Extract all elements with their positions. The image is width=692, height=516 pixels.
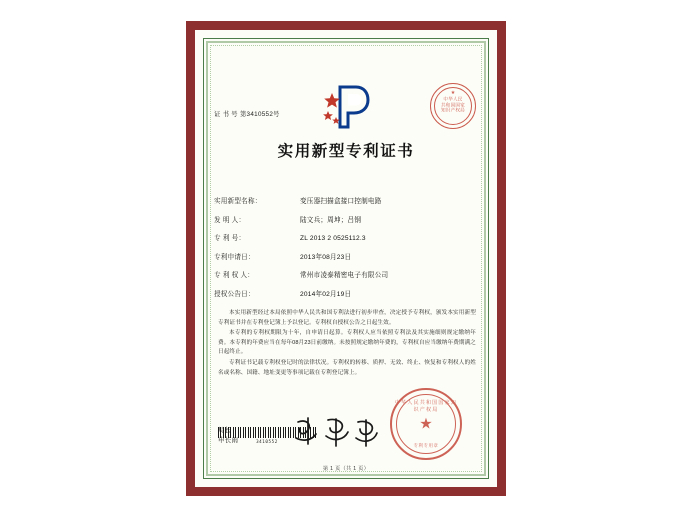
seal-arc-top-text: 中华人民共和国国家知识产权局 [394, 400, 457, 413]
certificate-content [212, 47, 480, 472]
issuing-authority-stamp [430, 83, 476, 129]
page-indicator: 第 1 页（共 1 页） [322, 466, 370, 472]
field-row [214, 216, 478, 225]
seal-arc-bottom-text: 专利专用章 [413, 444, 439, 449]
body-paragraph: 本专利的专利权期限为十年，自申请日起算。专利权人应当依照专利法及其实施细则规定缴纳年费。本专利的年费应当在每年08月23日前缴纳。未按照规定缴纳年费的，专利权自应当缴纳年费期满之日起终止。 [218, 330, 476, 356]
stamp-star-icon: ★ [450, 90, 456, 96]
director-name: 申长雨 [218, 437, 239, 444]
field-value: ZL 2013 2 0525112.3 [300, 235, 366, 242]
field-value: 2013年08月23日 [300, 253, 352, 261]
director-label: 局长 [218, 427, 232, 434]
handwritten-signature [292, 416, 380, 450]
certificate-body-text [218, 309, 476, 379]
seal-star-icon: ★ [419, 415, 433, 433]
signature-labels [218, 426, 238, 446]
field-label: 专利申请日： [214, 253, 255, 261]
patent-certificate-document [186, 21, 506, 496]
field-label: 实用新型名称： [214, 198, 262, 205]
field-label: 专 利 权 人： [214, 272, 255, 279]
field-row [214, 290, 478, 299]
field-row [214, 234, 478, 243]
field-list [214, 197, 478, 308]
patent-office-emblem-icon [320, 83, 372, 131]
certificate-paper [195, 30, 497, 487]
body-paragraph: 专利证书记载专利权登记时的法律状况。专利权的转移、质押、无效、终止、恢复和专利权人的姓名或名称、国籍、地址变更等事项记载在专利登记簿上。 [218, 359, 476, 376]
barcode-number: 3410552 [256, 438, 278, 444]
field-label: 发 明 人： [214, 216, 246, 224]
stamp-text: 中华人民 共和国国家 知识产权局 [441, 97, 465, 114]
certificate-number: 证 书 号 第3410552号 [214, 111, 280, 118]
field-row [214, 271, 478, 280]
field-label: 专 利 号： [214, 235, 246, 242]
field-label: 授权公告日： [214, 290, 255, 298]
official-red-seal [390, 388, 462, 460]
field-value: 陆文兵；周坤；吕钢 [300, 216, 362, 224]
field-row [214, 197, 478, 206]
field-value: 2014年02月19日 [300, 290, 352, 298]
field-row [214, 253, 478, 262]
document-title: 实用新型专利证书 [277, 142, 415, 160]
body-paragraph: 本实用新型经过本局依照中华人民共和国专利法进行初步审查，决定授予专利权，颁发本实用新型专利证书并在专利登记簿上予以登记。专利权自授权公告之日起生效。 [218, 310, 476, 326]
field-value: 变压器扫描盒接口控制电路 [300, 198, 382, 205]
field-value: 常州市凌泰精密电子有限公司 [300, 272, 389, 279]
